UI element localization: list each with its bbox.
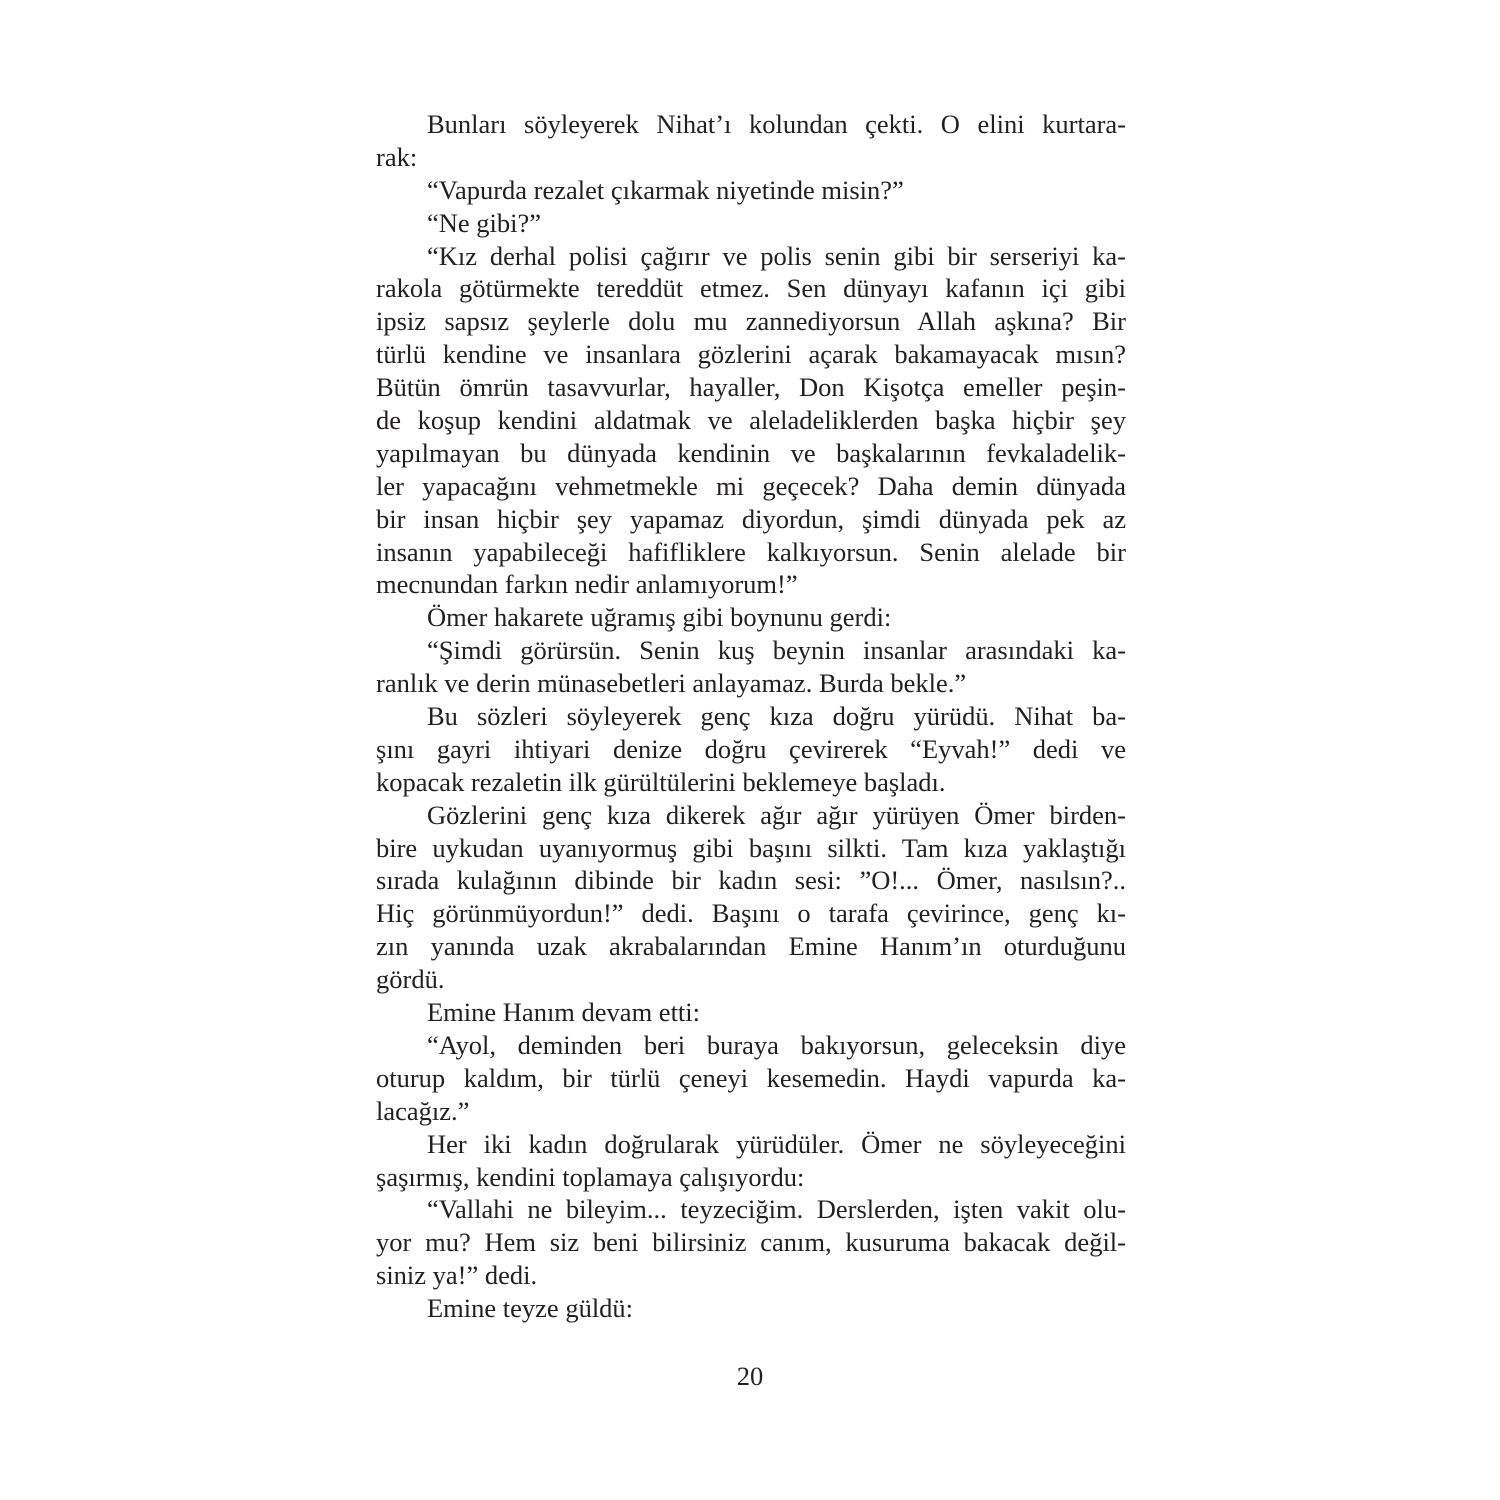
- text-line: ipsiz sapsız şeylerle dolu mu zannediyorsun Allah aşkına? Bir: [376, 306, 1126, 337]
- text-line: Emine teyze güldü:: [427, 1293, 634, 1324]
- text-line: yapılmayan bu dünyada kendinin ve başkalarının fevkaladelik-: [376, 437, 1126, 468]
- page-number: 20: [736, 1361, 764, 1391]
- text-line: türlü kendine ve insanlara gözlerini açarak bakamayacak mısın?: [376, 339, 1126, 370]
- text-line: Emine Hanım devam etti:: [427, 997, 701, 1028]
- text-line: Ömer hakarete uğramış gibi boynunu gerdi:: [427, 602, 892, 633]
- text-line: oturup kaldım, bir türlü çeneyi kesemedin. Haydi vapurda ka-: [376, 1062, 1126, 1093]
- text-line: Bütün ömrün tasavvurlar, hayaller, Don Kişotça emeller peşin-: [376, 372, 1126, 403]
- text-line: “Vapurda rezalet çıkarmak niyetinde misin?”: [427, 174, 904, 205]
- text-line: kopacak rezaletin ilk gürültülerini beklemeye başladı.: [376, 766, 946, 797]
- body-text: [376, 108, 1126, 1325]
- text-line: “Ayol, deminden beri buraya bakıyorsun, geleceksin diye: [427, 1029, 1126, 1060]
- text-line: Bu sözleri söyleyerek genç kıza doğru yürüdü. Nihat ba-: [427, 701, 1126, 732]
- text-line: gördü.: [376, 964, 445, 995]
- text-line: Hiç görünmüyordun!” dedi. Başını o tarafa çevirince, genç kı-: [376, 898, 1126, 929]
- text-line: de koşup kendini aldatmak ve aleladeliklerden başka hiçbir şey: [376, 405, 1126, 436]
- text-line: ranlık ve derin münasebetleri anlayamaz. Burda bekle.”: [376, 668, 967, 699]
- text-line: ler yapacağını vehmetmekle mi geçecek? Daha demin dünyada: [376, 470, 1126, 501]
- text-line: bir insan hiçbir şey yapamaz diyordun, şimdi dünyada pek az: [376, 503, 1126, 534]
- text-line: Her iki kadın doğrularak yürüdüler. Ömer ne söyleyeceğini: [427, 1128, 1126, 1159]
- text-line: bire uykudan uyanıyormuş gibi başını silkti. Tam kıza yaklaştığı: [376, 832, 1126, 863]
- text-line: rakola götürmekte tereddüt etmez. Sen dünyayı kafanın içi gibi: [376, 273, 1126, 304]
- text-line: “Kız derhal polisi çağırır ve polis senin gibi bir serseriyi ka-: [427, 240, 1126, 271]
- text-line: “Şimdi görürsün. Senin kuş beynin insanlar arasındaki ka-: [427, 635, 1126, 666]
- text-line: insanın yapabileceği hafifliklere kalkıyorsun. Senin alelade bir: [376, 536, 1126, 567]
- text-line: mecnundan farkın nedir anlamıyorum!”: [376, 569, 798, 600]
- text-line: Gözlerini genç kıza dikerek ağır ağır yürüyen Ömer birden-: [427, 799, 1126, 830]
- text-line: yor mu? Hem siz beni bilirsiniz canım, kusuruma bakacak değil-: [376, 1227, 1126, 1258]
- text-line: şaşırmış, kendini toplamaya çalışıyordu:: [376, 1161, 805, 1192]
- text-line: şını gayri ihtiyari denize doğru çevirerek “Eyvah!” dedi ve: [376, 733, 1126, 764]
- text-line: siniz ya!” dedi.: [376, 1260, 538, 1291]
- text-line: lacağız.”: [376, 1095, 470, 1126]
- text-line: Bunları söyleyerek Nihat’ı kolundan çekti. O elini kurtara-: [427, 109, 1126, 139]
- text-line: “Vallahi ne bileyim... teyzeciğim. Derslerden, işten vakit olu-: [427, 1194, 1126, 1225]
- text-line: zın yanında uzak akrabalarından Emine Hanım’ın oturduğunu: [376, 931, 1126, 962]
- text-line: rak:: [376, 141, 418, 172]
- text-line: “Ne gibi?”: [427, 207, 542, 238]
- text-line: sırada kulağının dibinde bir kadın sesi: ”O!... Ömer, nasılsın?..: [376, 865, 1126, 896]
